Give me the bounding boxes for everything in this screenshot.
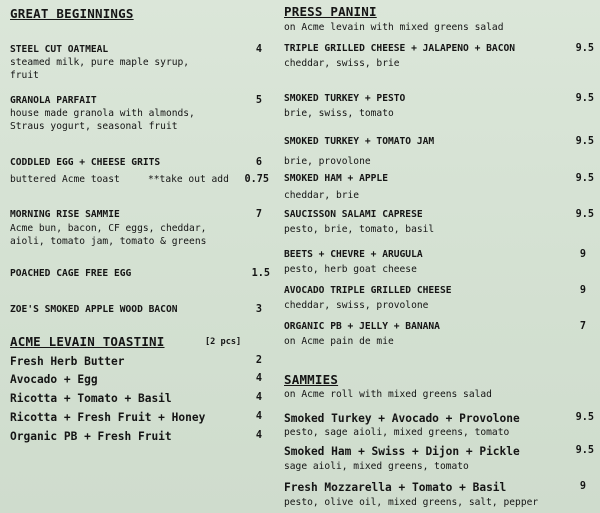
toastini-heading: ACME LEVAIN TOASTINI: [10, 334, 165, 349]
menu-item-name: AVOCADO TRIPLE GRILLED CHEESE: [284, 285, 452, 296]
menu-item-desc: pesto, herb goat cheese: [284, 264, 417, 275]
menu-item-name: STEEL CUT OATMEAL: [10, 44, 109, 55]
menu-item-price: 7: [579, 321, 586, 332]
menu-item-desc: pesto, sage aioli, mixed greens, tomato: [284, 427, 510, 438]
menu-item-price: 2: [255, 355, 262, 366]
menu-item-price: 3: [255, 304, 262, 315]
menu-item-desc: Acme bun, bacon, CF eggs, cheddar,: [10, 223, 207, 234]
menu-item-price: 5: [255, 95, 262, 106]
menu-item-price: 4: [255, 430, 262, 441]
menu-item-name: SMOKED HAM + APPLE: [284, 173, 388, 184]
menu-item-price: 9: [579, 481, 586, 492]
menu-item-desc: pesto, olive oil, mixed greens, salt, pepper: [284, 497, 539, 508]
menu-item-price: 7: [255, 209, 262, 220]
menu-item-name: CODDLED EGG + CHEESE GRITS: [10, 157, 161, 168]
menu-item-price: 4: [255, 44, 262, 55]
menu-item-desc: cheddar, brie: [284, 190, 360, 201]
sammies-subtitle: on Acme roll with mixed greens salad: [284, 389, 492, 400]
great-beginnings-heading: GREAT BEGINNINGS: [10, 6, 134, 21]
menu-item-name: Fresh Mozzarella + Tomato + Basil: [284, 481, 507, 494]
menu-item-price: 9.5: [575, 93, 594, 104]
menu-item-desc: aioli, tomato jam, tomato & greens: [10, 236, 207, 247]
menu-item-name: TRIPLE GRILLED CHEESE + JALAPENO + BACON: [284, 43, 516, 54]
menu-item-name: BEETS + CHEVRE + ARUGULA: [284, 249, 423, 260]
menu-item-price: 4: [255, 373, 262, 384]
menu-item-name: Smoked Ham + Swiss + Dijon + Pickle: [284, 445, 520, 458]
menu-item-desc: brie, swiss, tomato: [284, 108, 394, 119]
menu-item-name: Fresh Herb Butter: [10, 355, 125, 368]
menu-item-price: 4: [255, 392, 262, 403]
menu-item-name: SMOKED TURKEY + TOMATO JAM: [284, 136, 435, 147]
menu-item-desc: cheddar, swiss, brie: [284, 58, 400, 69]
menu-item-name: ZOE'S SMOKED APPLE WOOD BACON: [10, 304, 178, 315]
menu-item-desc: Straus yogurt, seasonal fruit: [10, 121, 178, 132]
toastini-subtitle: [2 pcs]: [205, 337, 242, 347]
menu-item-desc: sage aioli, mixed greens, tomato: [284, 461, 469, 472]
takeout-note-price: 0.75: [244, 174, 269, 185]
menu-item-name: GRANOLA PARFAIT: [10, 95, 97, 106]
menu-item-desc: pesto, brie, tomato, basil: [284, 224, 435, 235]
panini-subtitle: on Acme levain with mixed greens salad: [284, 22, 504, 33]
menu-item-price: 9.5: [575, 136, 594, 147]
menu-item-desc: brie, provolone: [284, 156, 371, 167]
menu-item-price: 9.5: [575, 173, 594, 184]
takeout-note: **take out add: [148, 174, 229, 185]
menu-item-name: SMOKED TURKEY + PESTO: [284, 93, 406, 104]
menu-item-desc: cheddar, swiss, provolone: [284, 300, 429, 311]
menu-item-name: MORNING RISE SAMMIE: [10, 209, 120, 220]
menu-item-name: ORGANIC PB + JELLY + BANANA: [284, 321, 440, 332]
menu-item-desc: on Acme pain de mie: [284, 336, 394, 347]
sammies-heading: SAMMIES: [284, 372, 339, 387]
menu-item-price: 1.5: [251, 268, 270, 279]
menu-item-desc: steamed milk, pure maple syrup,: [10, 57, 190, 68]
menu-item-price: 4: [255, 411, 262, 422]
menu-item-name: Smoked Turkey + Avocado + Provolone: [284, 412, 520, 425]
menu-item-price: 9: [579, 249, 586, 260]
menu-item-name: POACHED CAGE FREE EGG: [10, 268, 132, 279]
menu-item-desc: buttered Acme toast: [10, 174, 120, 185]
menu-item-name: SAUCISSON SALAMI CAPRESE: [284, 209, 423, 220]
menu-item-name: Organic PB + Fresh Fruit: [10, 430, 172, 443]
menu-item-price: 6: [255, 157, 262, 168]
menu-item-desc: house made granola with almonds,: [10, 108, 195, 119]
press-panini-heading: PRESS PANINI: [284, 4, 377, 19]
menu-item-price: 9: [579, 285, 586, 296]
menu-item-desc: fruit: [10, 70, 39, 81]
menu-item-name: Avocado + Egg: [10, 373, 98, 386]
menu-item-price: 9.5: [575, 445, 594, 456]
menu-item-price: 9.5: [575, 209, 594, 220]
menu-item-price: 9.5: [575, 43, 594, 54]
menu-item-name: Ricotta + Tomato + Basil: [10, 392, 172, 405]
menu-item-name: Ricotta + Fresh Fruit + Honey: [10, 411, 206, 424]
menu-item-price: 9.5: [575, 412, 594, 423]
